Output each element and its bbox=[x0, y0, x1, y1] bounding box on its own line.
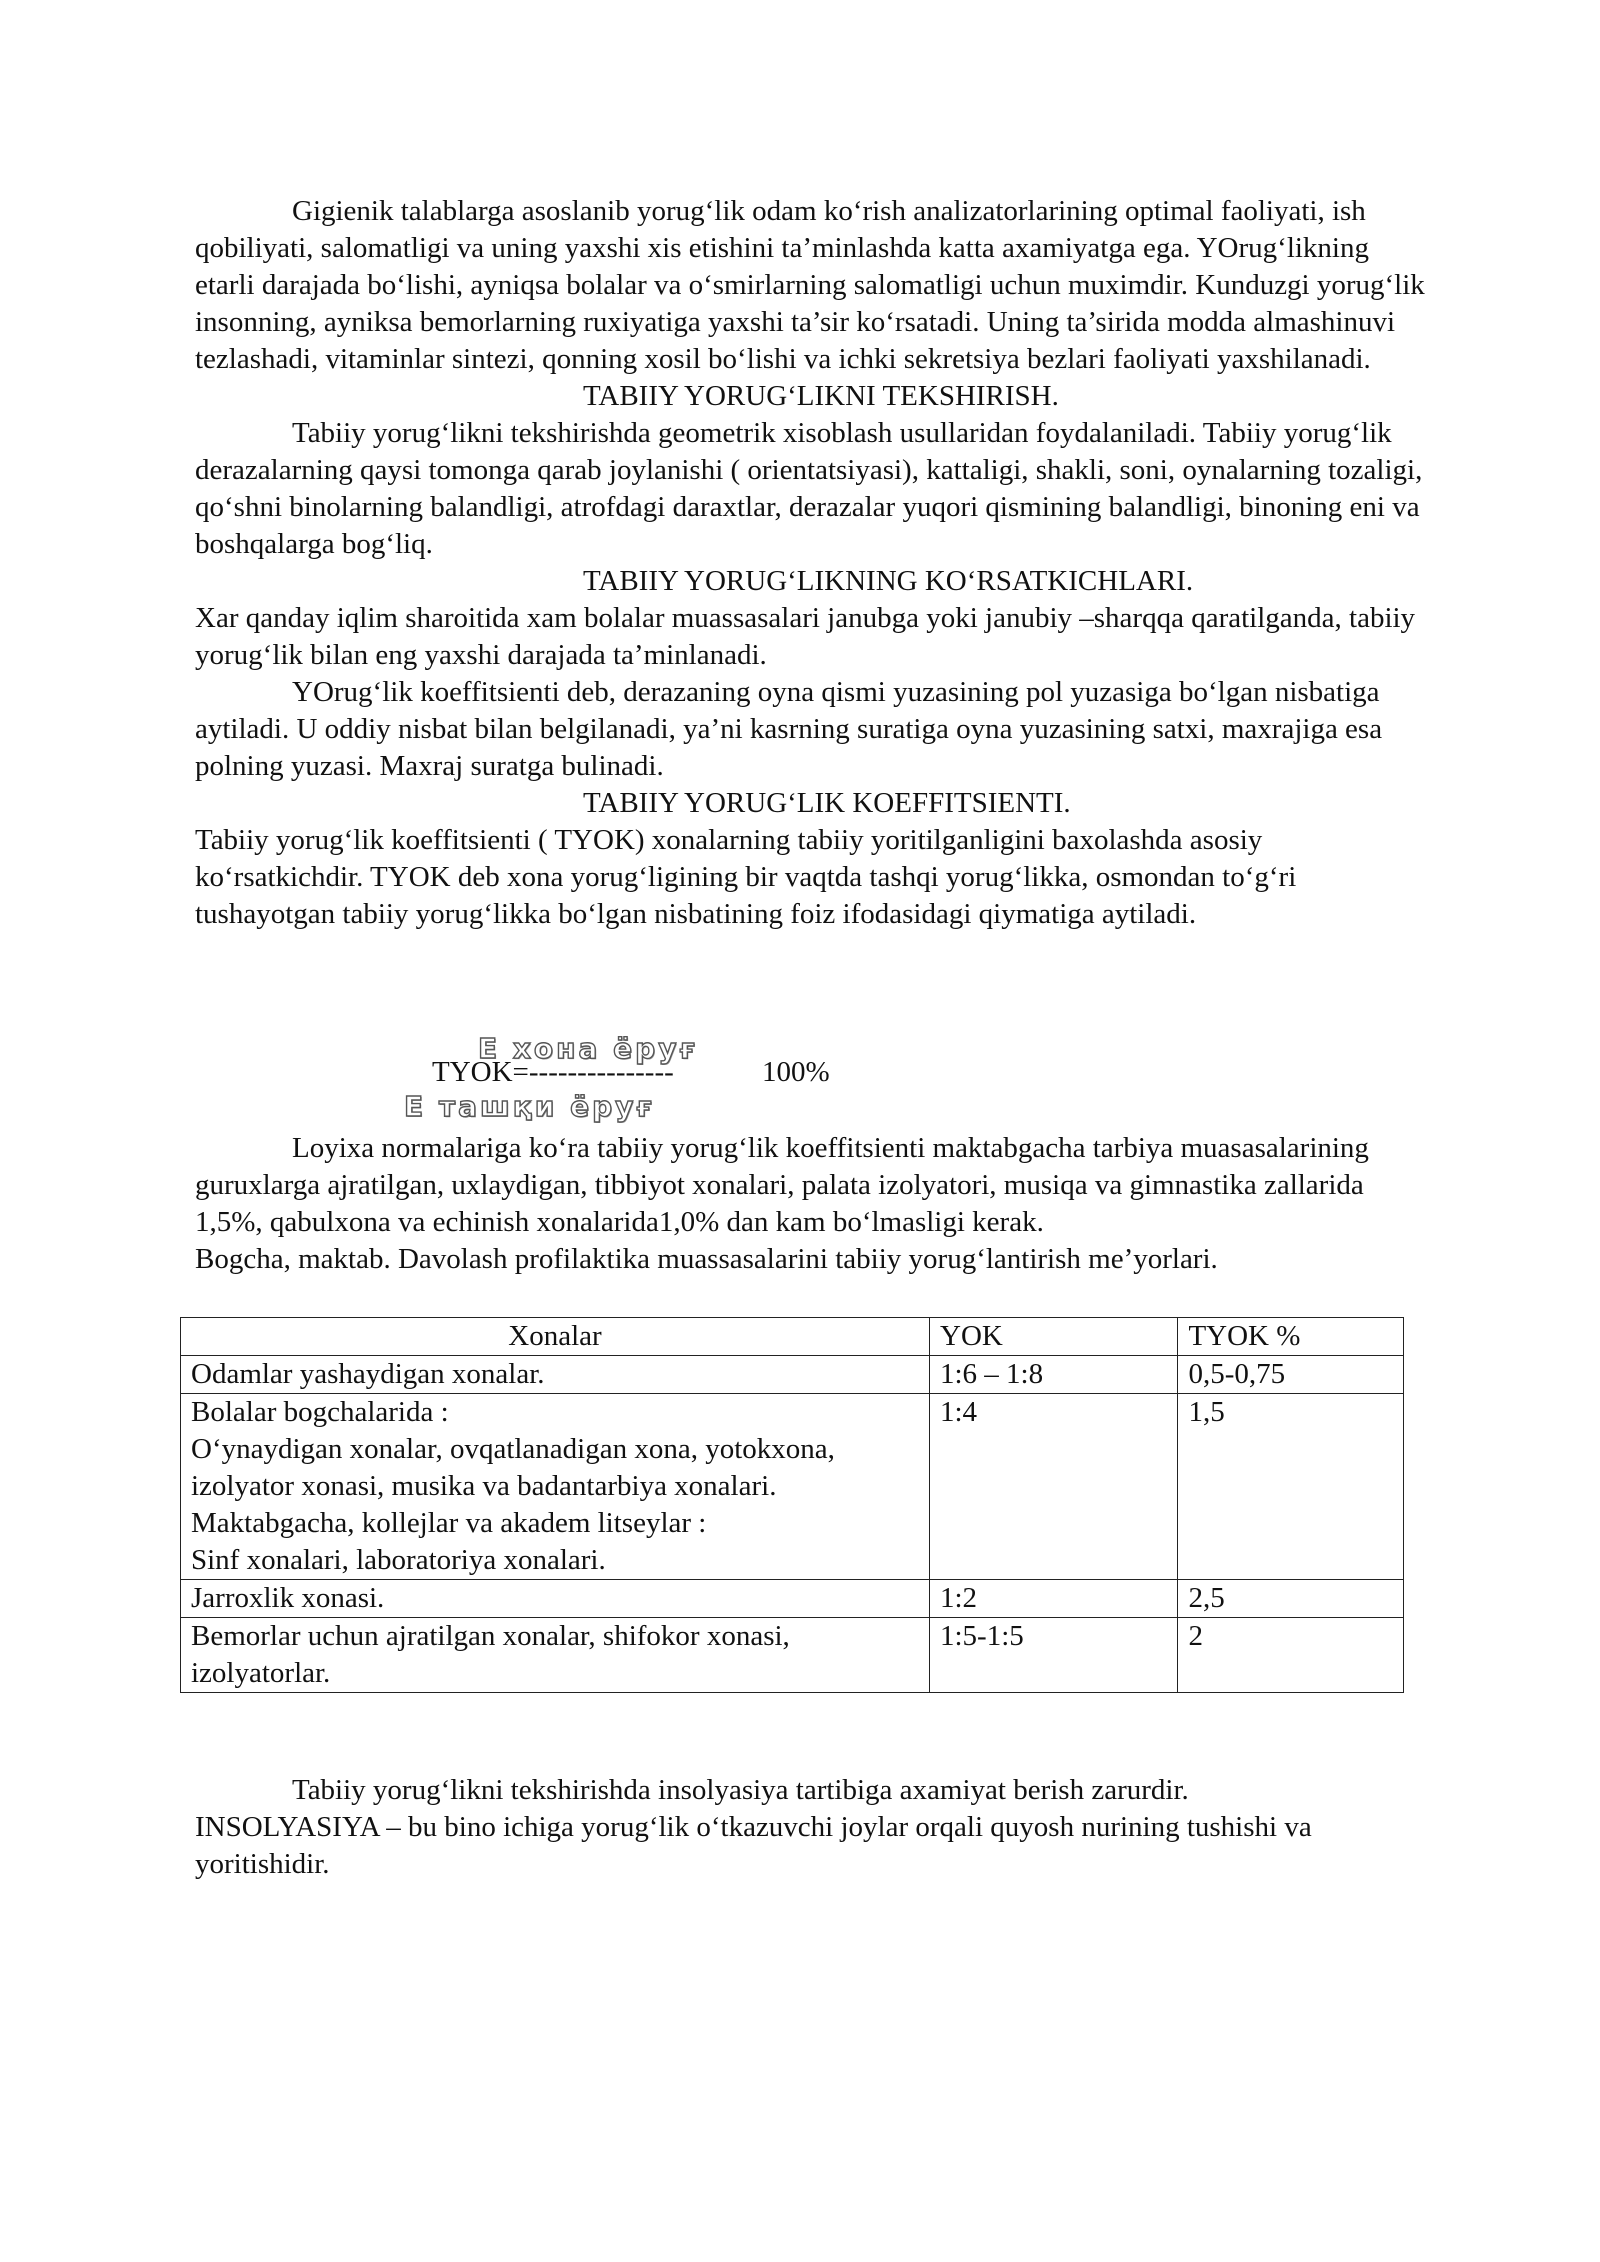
formula-numerator: Е хона ёруғ bbox=[478, 1032, 698, 1065]
section-insolation bbox=[195, 1772, 1425, 1883]
table-cell-yok: 1:5-1:5 bbox=[930, 1618, 1178, 1693]
table-header-yok: YOK bbox=[930, 1318, 1178, 1356]
table-header-row bbox=[181, 1318, 1404, 1356]
table-cell-rooms: Bemorlar uchun ajratilgan xonalar, shifokor xonasi, izolyatorlar. bbox=[181, 1618, 930, 1693]
table-header-rooms: Xonalar bbox=[181, 1318, 930, 1356]
table-cell-rooms: Jarroxlik xonasi. bbox=[181, 1580, 930, 1618]
table-row bbox=[181, 1394, 1404, 1580]
tyok-formula bbox=[0, 1030, 1600, 1140]
table-cell-line: Bolalar bogchalarida : bbox=[191, 1396, 449, 1428]
table-cell-line: Maktabgacha, kollejlar va akadem litseylar : bbox=[191, 1507, 707, 1539]
table-row bbox=[181, 1618, 1404, 1693]
table-cell-tyok: 2 bbox=[1178, 1618, 1404, 1693]
lighting-norms-table bbox=[180, 1317, 1404, 1693]
table-cell-line: Sinf xonalari, laboratoriya xonalari. bbox=[191, 1544, 606, 1576]
section-natural-light bbox=[195, 193, 1425, 933]
paragraph-insolation-importance: Tabiiy yorug‘likni tekshirishda insolyasiya tartibiga axamiyat berish zarurdir. bbox=[292, 1774, 1189, 1806]
heading-natural-light-indicators: TABIIY YORUG‘LIKNING KO‘RSATKICHLARI. bbox=[583, 565, 1194, 597]
heading-checking-natural-light: TABIIY YORUG‘LIKNI TEKSHIRISH. bbox=[583, 380, 1059, 412]
table-row bbox=[181, 1580, 1404, 1618]
table-caption: Bogcha, maktab. Davolash profilaktika muassasalarini tabiiy yorug‘lantirish me’yorlari. bbox=[195, 1243, 1218, 1275]
table-cell-rooms: Odamlar yashaydigan xonalar. bbox=[181, 1356, 930, 1394]
table-cell-tyok: 2,5 bbox=[1178, 1580, 1404, 1618]
section-project-norms bbox=[195, 1130, 1425, 1278]
formula-lhs: TYOK=--------------- bbox=[432, 1056, 674, 1088]
table-cell-yok: 1:2 bbox=[930, 1580, 1178, 1618]
heading-natural-light-coefficient: TABIIY YORUG‘LIK KOEFFITSIENTI. bbox=[583, 787, 1071, 819]
paragraph-orientation: Xar qanday iqlim sharoitida xam bolalar muassasalari janubga yoki janubiy –sharqqa qaratilganda, tabiiy yorug‘lik bilan eng yaxshi darajada ta’minlanadi. bbox=[195, 602, 1416, 671]
table-cell-rooms bbox=[181, 1394, 930, 1580]
formula-denominator: Е ташқи ёруғ bbox=[404, 1090, 655, 1123]
table-cell-yok: 1:4 bbox=[930, 1394, 1178, 1580]
paragraph-project-norms: Loyixa normalariga ko‘ra tabiiy yorug‘lik koeffitsienti maktabgacha tarbiya muasasalarining guruxlarga ajratilgan, uxlaydigan, tibbiyot xonalari, palata izolyatori, musiqa va gimnastika zallarida 1,5%, qabulxona va echinish xonalarida1,0% dan kam bo‘lmasligi kerak. bbox=[195, 1132, 1369, 1238]
table-cell-line: O‘ynaydigan xonalar, ovqatlanadigan xona, yotokxona, izolyator xonasi, musika va badantarbiya xonalari. bbox=[191, 1433, 835, 1502]
table-row bbox=[181, 1356, 1404, 1394]
paragraph-insolation-definition: INSOLYASIYA – bu bino ichiga yorug‘lik o‘tkazuvchi joylar orqali quyosh nurining tushishi va yoritishidir. bbox=[195, 1811, 1312, 1880]
table-cell-yok: 1:6 – 1:8 bbox=[930, 1356, 1178, 1394]
table-cell-tyok: 0,5-0,75 bbox=[1178, 1356, 1404, 1394]
formula-percent: 100% bbox=[762, 1056, 830, 1088]
table-cell-tyok: 1,5 bbox=[1178, 1394, 1404, 1580]
paragraph-tyok-definition: Tabiiy yorug‘lik koeffitsienti ( TYOK) xonalarning tabiiy yoritilganligini baxolashda asosiy ko‘rsatkichdir. TYOK deb xona yorug‘ligining bir vaqtda tashqi yorug‘likka, osmondan to‘g‘ri tushayotgan tabiiy yorug‘likka bo‘lgan nisbatining foiz ifodasidagi qiymatiga aytiladi. bbox=[195, 824, 1297, 930]
paragraph-hygiene-requirements: Gigienik talablarga asoslanib yorug‘lik odam ko‘rish analizatorlarining optimal faoliyati, ish qobiliyati, salomatligi va uning yaxshi xis etishini ta’minlashda katta axamiyatga ega. YOrug‘likning etarli darajada bo‘lishi, ayniqsa bolalar va o‘smirlarning salomatligi uchun muximdir. Kunduzgi yorug‘lik insonning, ayniksa bemorlarning ruxiyatiga yaxshi ta’sir ko‘rsatadi. Uning ta’sirida modda almashinuvi tezlashadi, vitaminlar sintezi, qonning xosil bo‘lishi va ichki sekretsiya bezlari faoliyati yaxshilanadi. bbox=[195, 195, 1425, 375]
paragraph-light-coefficient-definition: YOrug‘lik koeffitsienti deb, derazaning oyna qismi yuzasining pol yuzasiga bo‘lgan nisbatiga aytiladi. U oddiy nisbat bilan belgilanadi, ya’ni kasrning suratiga oyna yuzasining satxi, maxrajiga esa polning yuzasi. Maxraj suratga bulinadi. bbox=[195, 676, 1383, 782]
table-header-tyok: TYOK % bbox=[1178, 1318, 1404, 1356]
paragraph-checking-methods: Tabiiy yorug‘likni tekshirishda geometrik xisoblash usullaridan foydalaniladi. Tabiiy yorug‘lik derazalarning qaysi tomonga qarab joylanishi ( orientatsiyasi), kattaligi, shakli, soni, oynalarning tozaligi, qo‘shni binolarning balandligi, atrofdagi daraxtlar, derazalar yuqori qismining balandligi, binoning eni va boshqalarga bog‘liq. bbox=[195, 417, 1423, 560]
